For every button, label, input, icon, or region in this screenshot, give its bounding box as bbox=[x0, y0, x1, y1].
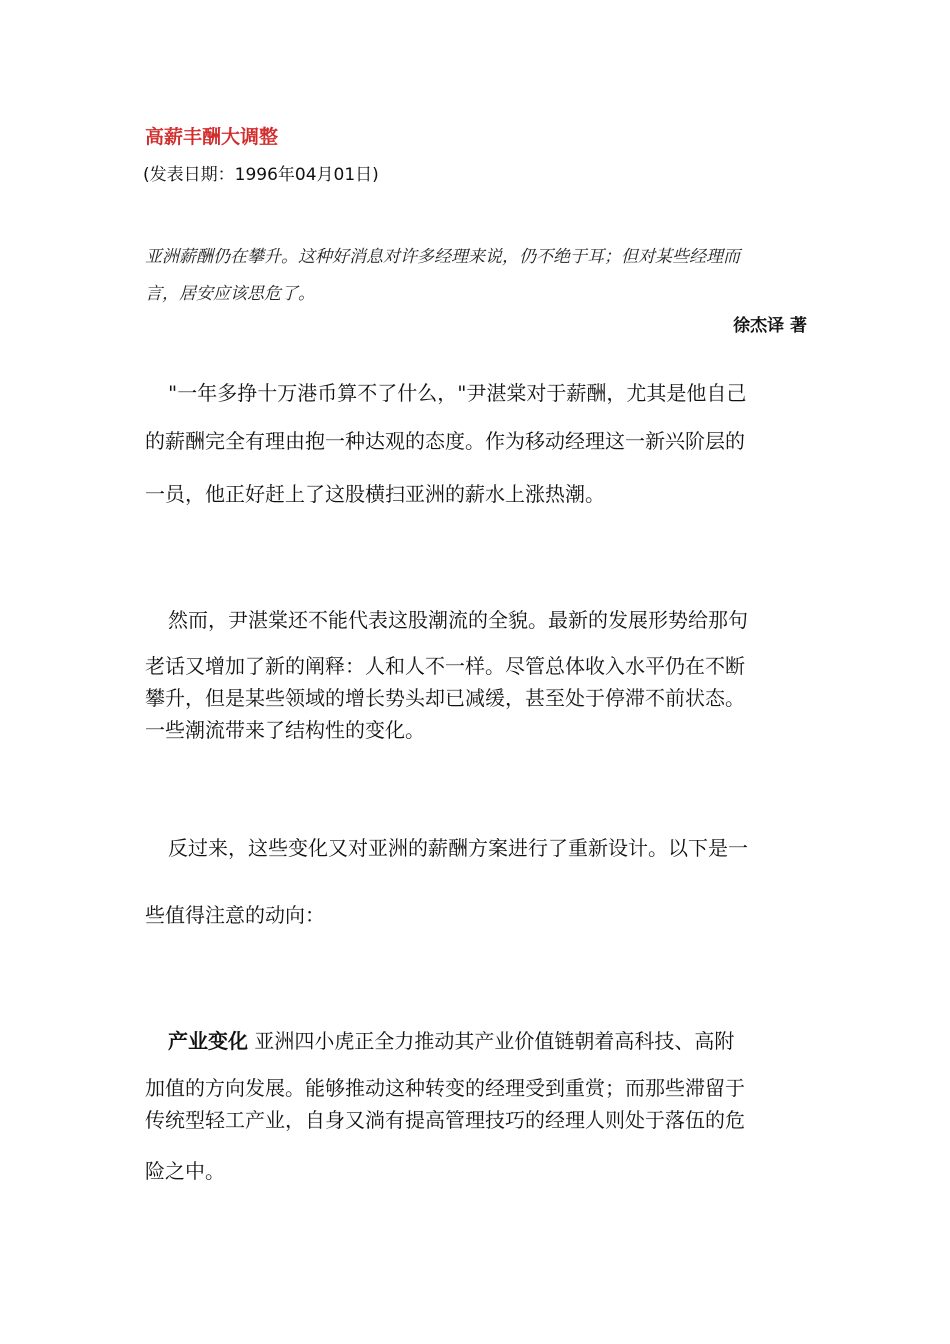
paragraph-4-line-4: 险之中。 bbox=[145, 1159, 225, 1183]
intro-line-2: 言，居安应该思危了。 bbox=[145, 284, 315, 304]
paragraph-4-line-1 bbox=[168, 1025, 734, 1054]
section-heading-industry-change: 产业变化 bbox=[168, 1029, 248, 1053]
paragraph-2-line-1: 然而，尹湛棠还不能代表这股潮流的全貌。最新的发展形势给那句 bbox=[168, 608, 748, 632]
paragraph-1-line-1: "一年多挣十万港币算不了什么，"尹湛棠对于薪酬，尤其是他自己 bbox=[168, 381, 747, 405]
paragraph-2-line-2: 老话又增加了新的阐释：人和人不一样。尽管总体收入水平仍在不断 bbox=[145, 654, 745, 678]
paragraph-4-line-3: 传统型轻工产业，自身又淌有提高管理技巧的经理人则处于落伍的危 bbox=[145, 1108, 745, 1132]
paragraph-1-line-2: 的薪酬完全有理由抱一种达观的态度。作为移动经理这一新兴阶层的 bbox=[145, 429, 745, 453]
paragraph-4-line-1-text: 亚洲四小虎正全力推动其产业价值链朝着高科技、高附 bbox=[254, 1029, 735, 1053]
paragraph-2-line-4: 一些潮流带来了结构性的变化。 bbox=[145, 718, 425, 742]
intro-line-1: 亚洲薪酬仍在攀升。这种好消息对许多经理来说，仍不绝于耳；但对某些经理而 bbox=[145, 247, 740, 267]
publish-date: (发表日期：1996年04月01日) bbox=[143, 165, 379, 185]
paragraph-4-line-2: 加值的方向发展。能够推动这种转变的经理受到重赏；而那些滞留于 bbox=[145, 1076, 745, 1100]
paragraph-3-line-2: 些值得注意的动向： bbox=[145, 903, 325, 927]
paragraph-1-line-3: 一员，他正好赶上了这股横扫亚洲的薪水上涨热潮。 bbox=[145, 482, 605, 506]
paragraph-2-line-3: 攀升，但是某些领域的增长势头却已减缓，甚至处于停滞不前状态。 bbox=[145, 686, 745, 710]
author-byline: 徐杰译 著 bbox=[733, 316, 807, 336]
article-title: 高薪丰酬大调整 bbox=[145, 126, 279, 148]
paragraph-3-line-1: 反过来，这些变化又对亚洲的薪酬方案进行了重新设计。以下是一 bbox=[168, 836, 748, 860]
